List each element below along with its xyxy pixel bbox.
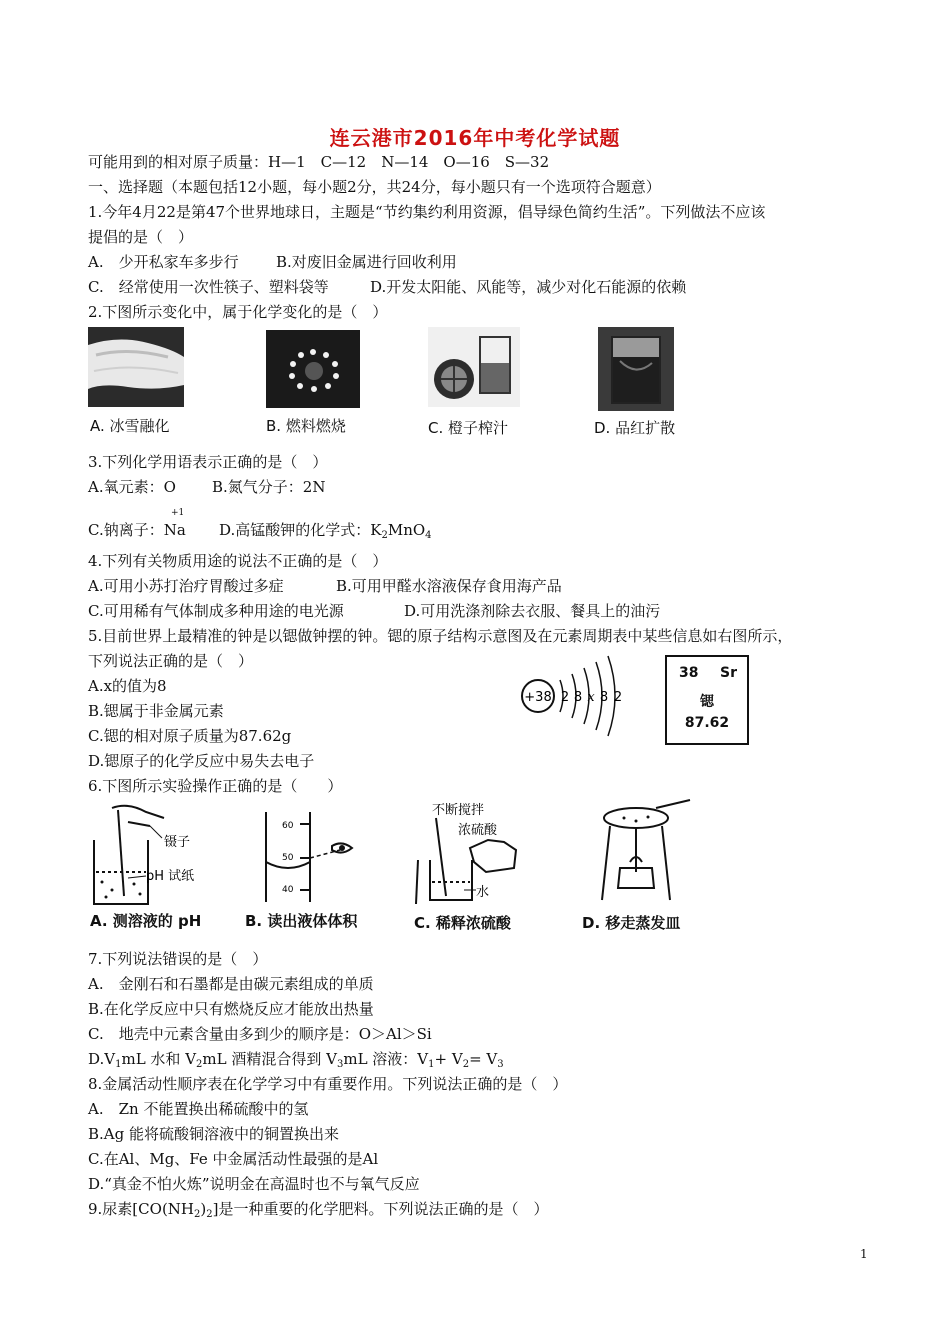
orange-juicing-photo xyxy=(428,327,520,407)
q6-caption-d: D. 移走蒸发皿 xyxy=(582,914,681,932)
atomic-mass-line: 可能用到的相对原子质量：H—1 C—12 N—14 O—16 S—32 xyxy=(88,153,550,171)
q3-option-d-text: D.高锰酸钾的化学式：K xyxy=(219,521,382,539)
tick-50: 50 xyxy=(282,853,294,863)
tweezers-label: 镊子 xyxy=(164,835,191,850)
q2-caption-b: B. 燃料燃烧 xyxy=(266,417,346,435)
water-label: 水 xyxy=(476,885,490,900)
q9-part-3: ]是一种重要的化学肥料。下列说法正确的是（ ） xyxy=(212,1200,549,1218)
q7-d-sub-5: 2 xyxy=(462,1059,470,1070)
q5-option-b: B.锶属于非金属元素 xyxy=(88,702,224,720)
q8-option-d: D.“真金不怕火炼”说明金在高温时也不与氧气反应 xyxy=(88,1175,420,1193)
q7-d-part-4: mL 溶液：V xyxy=(343,1050,429,1068)
stir-label: 不断搅拌 xyxy=(432,803,485,818)
q1-stem-line2: 提倡的是（ ） xyxy=(88,228,194,246)
cylinder-reading-diagram xyxy=(248,810,358,905)
q9-stem xyxy=(88,1199,548,1225)
q5-stem-line1: 5.目前世界上最精准的钟是以锶做钟摆的钟。锶的原子结构示意图及在元素周期表中某些信息如右图所示， xyxy=(88,627,793,645)
q6-caption-b: B. 读出液体体积 xyxy=(245,912,358,930)
element-name: 锶 xyxy=(700,694,714,710)
q1-option-d: D.开发太阳能、风能等，减少对化石能源的依赖 xyxy=(370,278,687,296)
q7-d-sub-4: 1 xyxy=(428,1059,435,1070)
q7-d-part-2: mL 水和 V xyxy=(121,1050,197,1068)
q3-option-d xyxy=(219,520,432,546)
q3-stem: 3.下列化学用语表示正确的是（ ） xyxy=(88,453,328,471)
element-number: 38 xyxy=(679,665,699,681)
q7-d-sub-6: 3 xyxy=(497,1059,504,1070)
q8-option-a: A. Zn 不能置换出稀硫酸中的氢 xyxy=(88,1100,309,1118)
q2-caption-a: A. 冰雪融化 xyxy=(90,417,170,435)
q7-option-c: C. 地壳中元素含量由多到少的顺序是：O＞Al＞Si xyxy=(88,1025,432,1043)
q4-option-a: A.可用小苏打治疗胃酸过多症 xyxy=(88,577,284,595)
ph-paper-label: pH 试纸 xyxy=(146,869,195,884)
q3-option-b: B.氮气分子：2N xyxy=(212,478,326,496)
tick-60: 60 xyxy=(282,821,294,831)
q3-option-c-label: C.钠离子： xyxy=(88,521,164,539)
ph-test-diagram xyxy=(88,800,218,908)
page-number: 1 xyxy=(860,1247,868,1261)
element-mass: 87.62 xyxy=(684,715,730,731)
shell-5-count: 2 xyxy=(613,690,623,705)
q2-caption-d: D. 品红扩散 xyxy=(594,419,676,437)
dye-diffusion-photo xyxy=(598,327,674,411)
q7-d-sub-1: 1 xyxy=(115,1059,122,1070)
gas-flame-ring-illustration xyxy=(266,330,360,408)
exam-title: 连云港市2016年中考化学试题 xyxy=(329,126,621,150)
q7-stem: 7.下列说法错误的是（ ） xyxy=(88,950,268,968)
q7-d-sub-3: 3 xyxy=(336,1059,344,1070)
q4-stem: 4.下列有关物质用途的说法不正确的是（ ） xyxy=(88,552,388,570)
q2-caption-c: C. 橙子榨汁 xyxy=(428,419,509,437)
q4-option-b: B.可用甲醛水溶液保存食用海产品 xyxy=(336,577,562,595)
shell-2-count: 8 xyxy=(573,690,583,705)
tick-40: 40 xyxy=(282,885,294,895)
q5-stem-line2: 下列说法正确的是（ ） xyxy=(88,652,254,670)
orange-juicing-illustration xyxy=(428,327,520,407)
q3-sub-2: 4 xyxy=(425,530,432,541)
element-symbol: Sr xyxy=(720,665,737,681)
q3-option-d-mid: MnO xyxy=(387,521,426,539)
q8-stem: 8.金属活动性顺序表在化学学习中有重要作用。下列说法正确的是（ ） xyxy=(88,1075,568,1093)
q7-d-part-1: D.V xyxy=(88,1050,116,1068)
q6-stem: 6.下图所示实验操作正确的是（ ） xyxy=(88,777,343,795)
q7-d-part-6: = V xyxy=(469,1050,498,1068)
ice-melting-photo xyxy=(88,327,184,407)
q6-caption-a: A. 测溶液的 pH xyxy=(90,912,202,930)
nucleus-charge: +38 xyxy=(524,690,552,705)
q8-option-b: B.Ag 能将硫酸铜溶液中的铜置换出来 xyxy=(88,1125,339,1143)
q7-option-a: A. 金刚石和石墨都是由碳元素组成的单质 xyxy=(88,975,374,993)
q3-option-c xyxy=(88,520,186,540)
q9-part-2: ) xyxy=(200,1200,207,1218)
section-heading: 一、选择题（本题包括12小题，每小题2分，共24分，每小题只有一个选项符合题意） xyxy=(88,178,661,196)
q7-option-d xyxy=(88,1049,504,1075)
q6-caption-c: C. 稀释浓硫酸 xyxy=(414,914,511,932)
periodic-element-box xyxy=(665,655,749,745)
q7-option-b: B.在化学反应中只有燃烧反应才能放出热量 xyxy=(88,1000,374,1018)
q7-d-part-5: + V xyxy=(434,1050,463,1068)
shell-4-count: 8 xyxy=(599,690,609,705)
sodium-charge-mark: +1 xyxy=(171,508,185,518)
q9-sub-1: 2 xyxy=(194,1209,201,1220)
q1-option-a: A. 少开私家车多步行 xyxy=(88,253,239,271)
acid-label: 浓硫酸 xyxy=(458,823,498,838)
q8-option-c: C.在Al、Mg、Fe 中金属活动性最强的是Al xyxy=(88,1150,379,1168)
q9-sub-2: 2 xyxy=(206,1209,213,1220)
q5-option-c: C.锶的相对原子质量为87.62g xyxy=(88,727,292,745)
q1-stem-line1: 1.今年4月22是第47个世界地球日，主题是“节约集约利用资源，倡导绿色简约生活”。下列做法不应该 xyxy=(88,203,766,221)
sodium-symbol: Na xyxy=(163,521,186,539)
fuel-burning-photo xyxy=(266,330,360,408)
q1-option-b: B.对废旧金属进行回收利用 xyxy=(276,253,457,271)
strontium-atom-diagram xyxy=(508,646,638,746)
beaker-dye-illustration xyxy=(598,327,674,411)
q1-option-c: C. 经常使用一次性筷子、塑料袋等 xyxy=(88,278,329,296)
q7-d-sub-2: 2 xyxy=(196,1059,203,1070)
q7-d-part-3: mL 酒精混合得到 V xyxy=(202,1050,337,1068)
q3-sub-1: 2 xyxy=(381,530,388,541)
q5-option-d: D.锶原子的化学反应中易失去电子 xyxy=(88,752,315,770)
shell-3-count: x xyxy=(587,690,595,705)
evaporating-dish-diagram xyxy=(596,796,696,906)
ice-melting-illustration xyxy=(88,327,184,407)
q9-part-1: 9.尿素[CO(NH xyxy=(88,1200,194,1218)
q2-stem: 2.下图所示变化中，属于化学变化的是（ ） xyxy=(88,303,388,321)
shell-1-count: 2 xyxy=(560,690,570,705)
q5-option-a: A.x的值为8 xyxy=(88,677,167,695)
dilute-acid-diagram xyxy=(412,800,542,908)
q4-option-d: D.可用洗涤剂除去衣服、餐具上的油污 xyxy=(404,602,661,620)
q4-option-c: C.可用稀有气体制成多种用途的电光源 xyxy=(88,602,344,620)
q3-option-a: A.氧元素：O xyxy=(88,478,176,496)
